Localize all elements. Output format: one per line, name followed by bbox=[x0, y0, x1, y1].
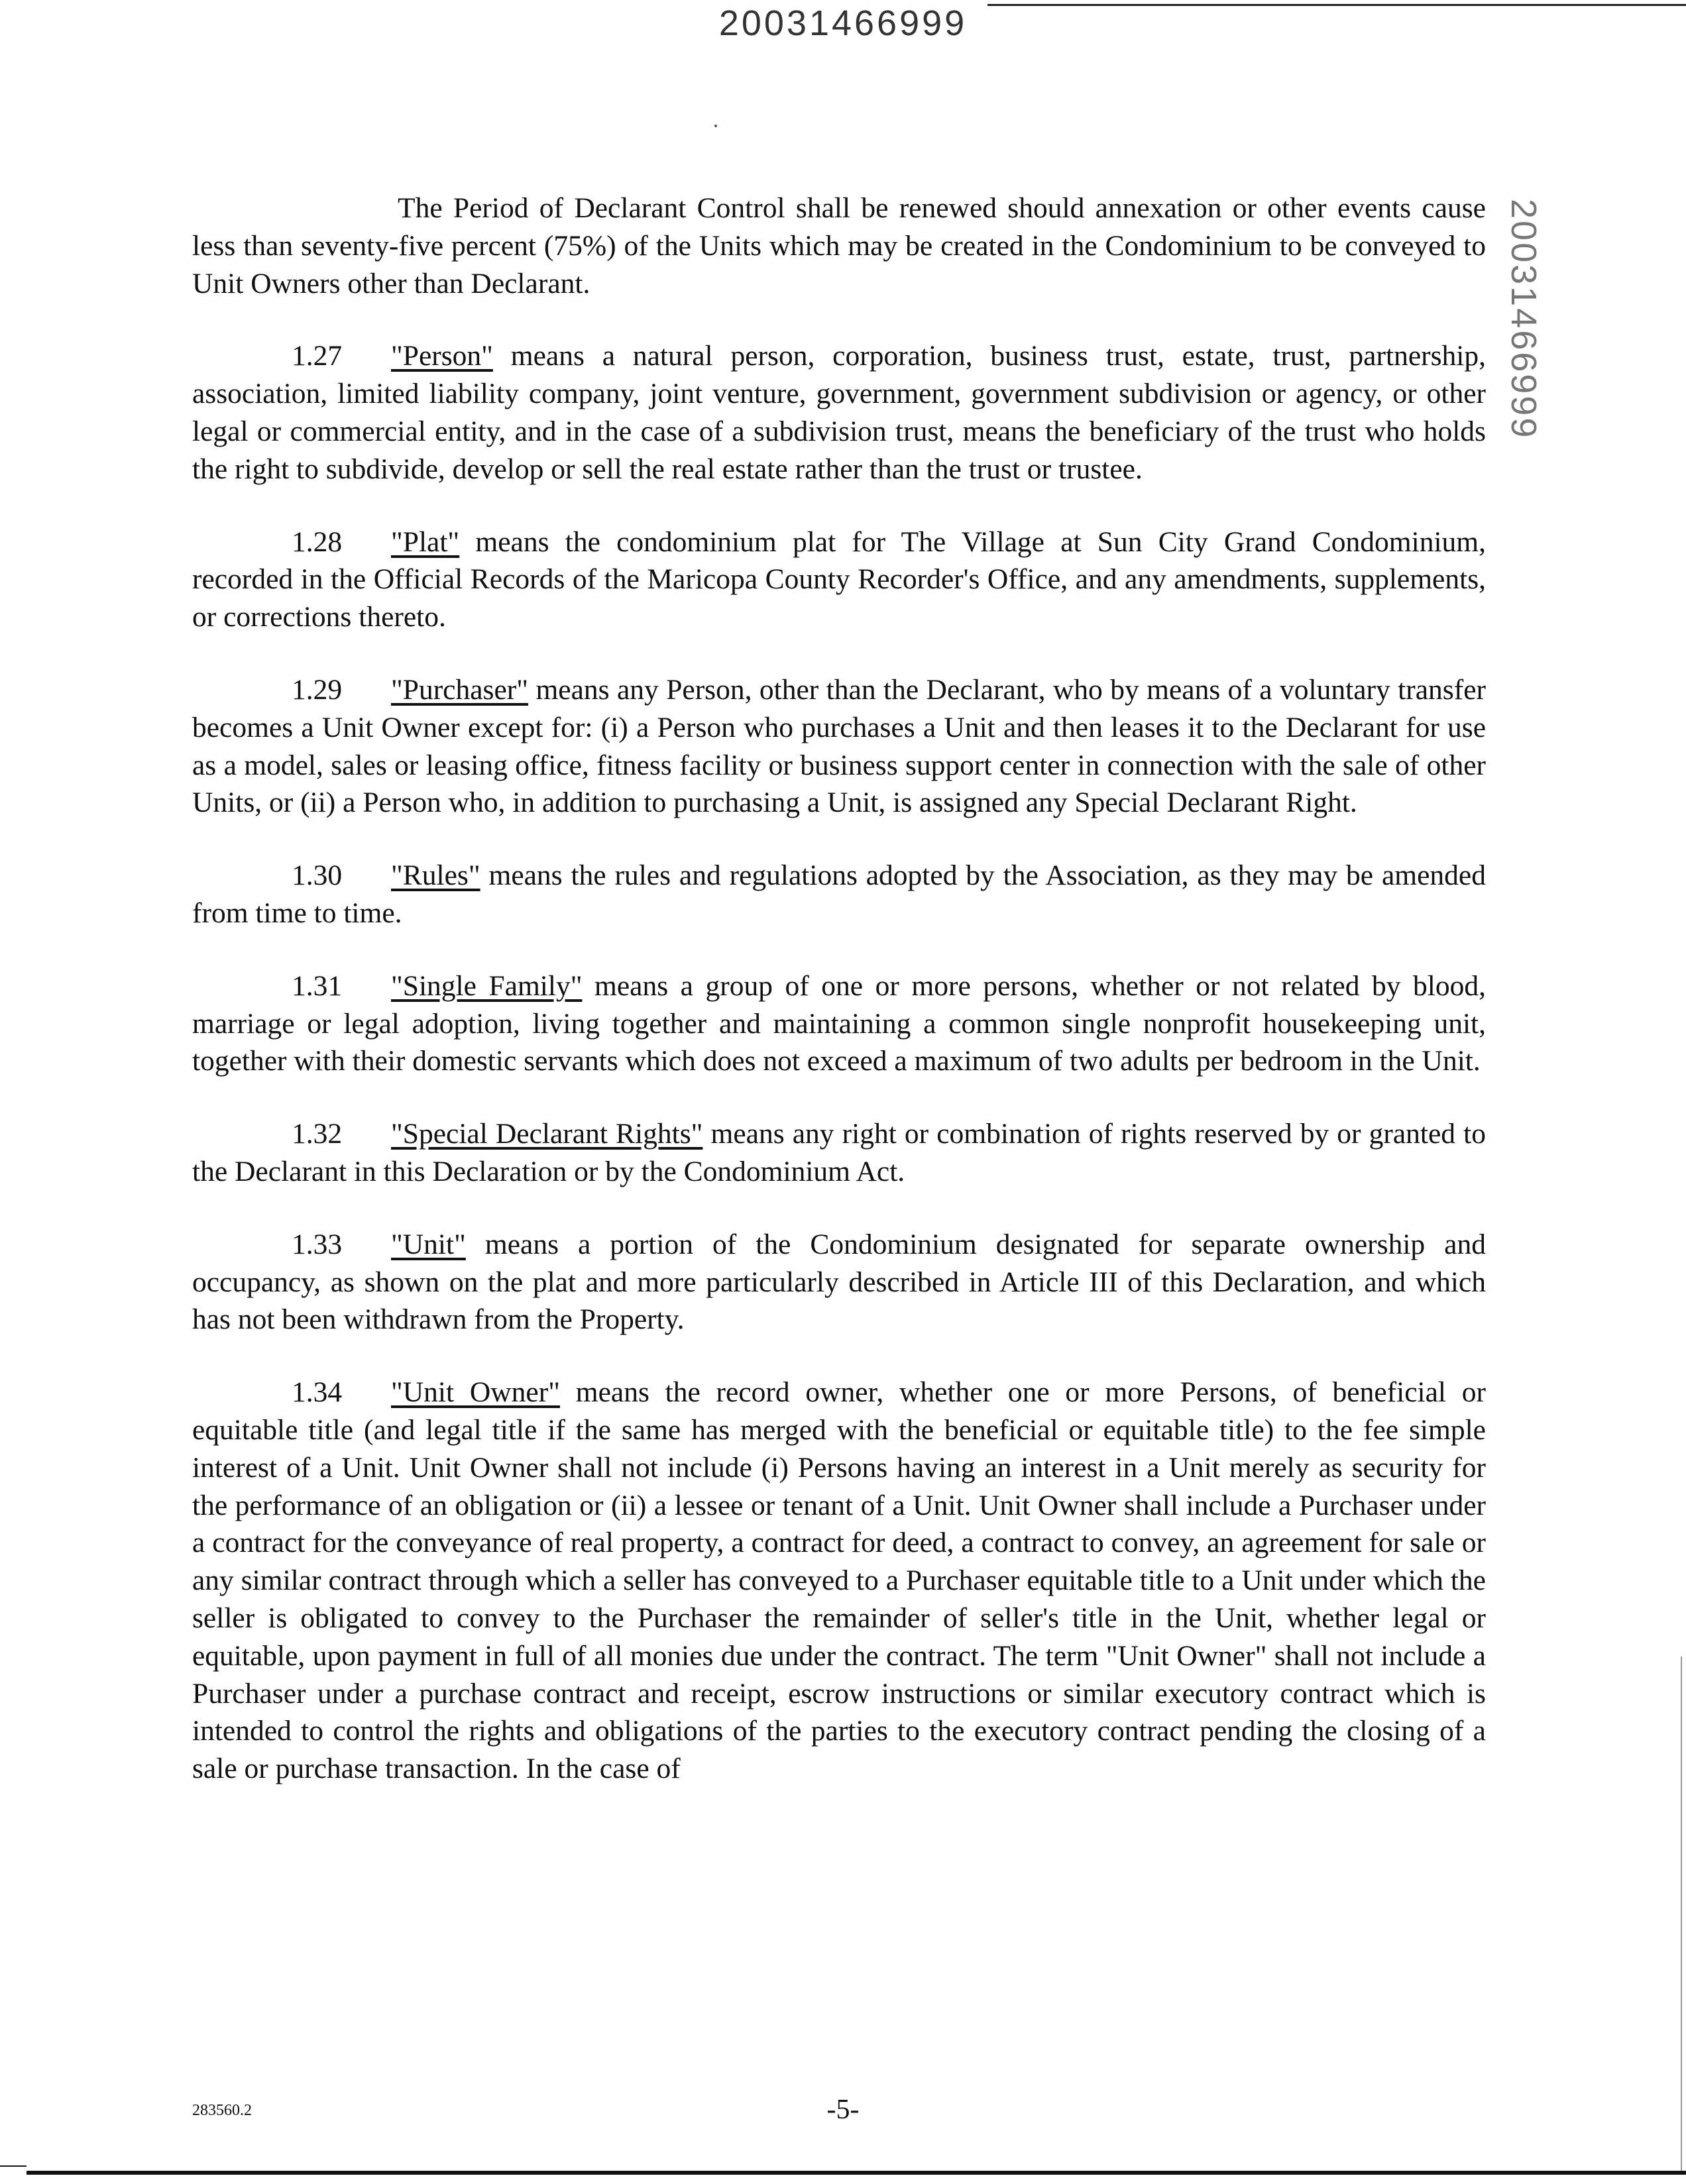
footer-document-id: 283560.2 bbox=[192, 2102, 252, 2119]
section-number: 1.33 bbox=[292, 1228, 343, 1260]
scan-edge-line bbox=[1681, 1657, 1682, 2171]
intro-paragraph: The Period of Declarant Control shall be renewed should annexation or other events cause less than seventy-five percent (75%) of the Units which may be created in the Condominium to be conveyed to Unit Owners other than Declarant. bbox=[192, 192, 1486, 300]
definition-paragraph bbox=[192, 1374, 1486, 1788]
document-body bbox=[192, 190, 1486, 1823]
section-number: 1.30 bbox=[292, 859, 343, 892]
defined-term: "Rules" bbox=[391, 859, 480, 892]
definition-paragraph bbox=[192, 523, 1486, 636]
section-number: 1.31 bbox=[292, 969, 343, 1002]
definition-text: means the rules and regulations adopted by the Association, as they may be amended from time to time. bbox=[192, 859, 1486, 929]
side-recording-stamp: 20031466999 bbox=[1504, 199, 1544, 440]
section-number: 1.27 bbox=[292, 340, 343, 372]
scan-speck bbox=[714, 125, 717, 127]
definition-paragraph bbox=[192, 1115, 1486, 1191]
defined-term: "Unit Owner" bbox=[391, 1376, 560, 1409]
definition-paragraph bbox=[192, 967, 1486, 1080]
definition-text: means a natural person, corporation, business trust, estate, trust, partnership, association, limited liability company, joint venture, government, government subdivision or agency, or other legal or commercial entity, and in the case of a subdivision trust, means the beneficiary of the trust who holds the right to subdivide, develop or sell the real estate rather than the trust or trustee. bbox=[192, 340, 1486, 485]
definition-text: means a portion of the Condominium designated for separate ownership and occupancy, as shown on the plat and more particularly described in Article III of this Declaration, and which has not been withdrawn from the Property. bbox=[192, 1228, 1486, 1336]
page-number: -5- bbox=[826, 2095, 860, 2125]
section-number: 1.29 bbox=[292, 673, 343, 706]
definition-text: means any Person, other than the Declarant, who by means of a voluntary transfer becomes a Unit Owner except for: (i) a Person who purchases a Unit and then leases it to the Declarant for use as a model, sales or leasing office, fitness facility or business support center in connection with the sale of other Units, or (ii) a Person who, in addition to purchasing a Unit, is assigned any Special Declarant Right. bbox=[192, 673, 1486, 819]
defined-term: "Special Declarant Rights" bbox=[391, 1118, 703, 1150]
definition-paragraph bbox=[192, 1226, 1486, 1338]
section-number: 1.28 bbox=[292, 525, 343, 558]
definition-paragraph bbox=[192, 857, 1486, 932]
definition-paragraph bbox=[192, 671, 1486, 822]
definition-text: means any right or combination of rights reserved by or granted to the Declarant in this Declaration or by the Condominium Act. bbox=[192, 1118, 1486, 1187]
definition-text: means the condominium plat for The Village at Sun City Grand Condominium, recorded in the Official Records of the Maricopa County Recorder's Office, and any amendments, supplements, or corrections thereto. bbox=[192, 525, 1486, 633]
defined-term: "Single Family" bbox=[391, 969, 583, 1002]
definition-text: means a group of one or more persons, whether or not related by blood, marriage or legal adoption, living together and maintaining a common single nonprofit housekeeping unit, together with their domestic servants which does not exceed a maximum of two adults per bedroom in the Unit. bbox=[192, 969, 1486, 1077]
defined-term: "Plat" bbox=[391, 525, 460, 558]
definition-paragraph bbox=[192, 337, 1486, 488]
bottom-tick bbox=[0, 2165, 27, 2167]
definition-text: means the record owner, whether one or more Persons, of beneficial or equitable title (and legal title if the same has merged with the beneficial or equitable title) to the fee simple interest of a Unit. Unit Owner shall not include (i) Persons having an interest in a Unit merely as security for the performance of an obligation or (ii) a lessee or tenant of a Unit. Unit Owner shall include a Purchaser under a contract for the conveyance of real property, a contract for deed, a contract to convey, an agreement for sale or any similar contract through which a seller has conveyed to a Purchaser equitable title to a Unit under which the seller is obligated to convey to the Purchaser the remainder of seller's title in the Unit, whether legal or equitable, upon payment in full of all monies due under the contract. The term "Unit Owner" shall not include a Purchaser under a purchase contract and receipt, escrow instructions or similar executory contract which is intended to control the rights and obligations of the parties to the executory contract pending the closing of a sale or purchase transaction. In the case of bbox=[192, 1376, 1486, 1785]
defined-term: "Unit" bbox=[391, 1228, 466, 1260]
defined-term: "Person" bbox=[391, 340, 493, 372]
section-number: 1.32 bbox=[292, 1118, 343, 1150]
section-number: 1.34 bbox=[292, 1376, 343, 1409]
recording-number: 20031466999 bbox=[718, 3, 968, 43]
defined-term: "Purchaser" bbox=[391, 673, 529, 706]
bottom-rule bbox=[27, 2171, 1686, 2175]
